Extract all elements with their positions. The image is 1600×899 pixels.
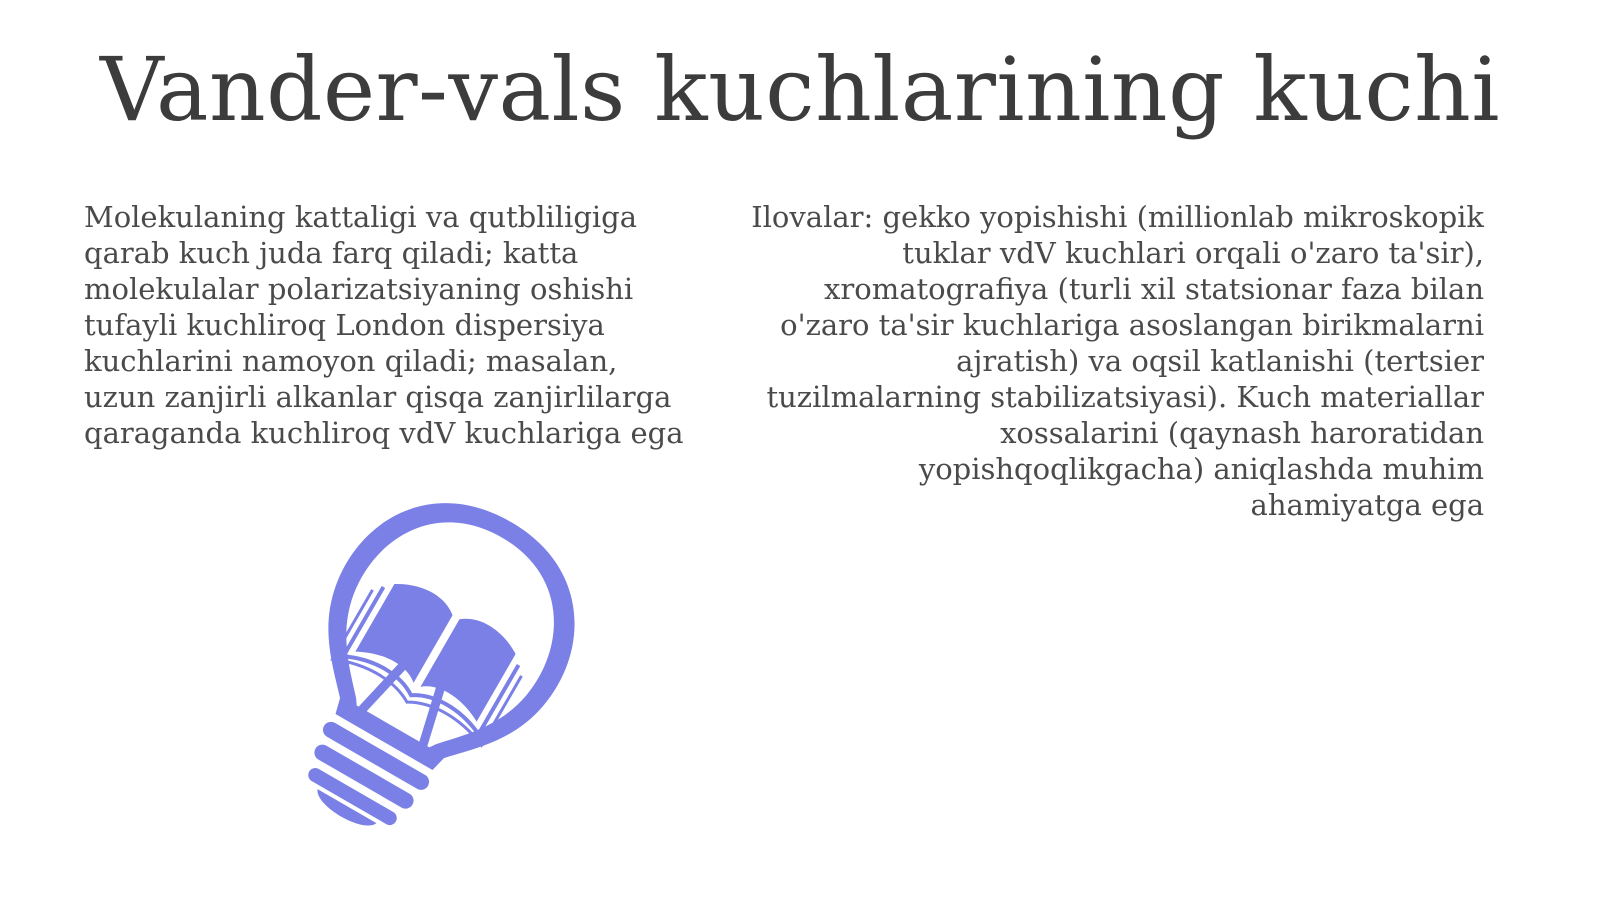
slide-title: Vander-vals kuchlarining kuchi <box>100 38 1500 141</box>
lightbulb-book-icon <box>200 495 620 845</box>
left-text-block: Molekulaning kattaligi va qutbliligiga qarab kuch juda farq qiladi; katta molekulalar polarizatsiyaning oshishi tufayli kuchliroq London dispersiya kuchlarini namoyon qiladi; masalan, uzun zanjirli alkanlar qisqa zanjirlilarga qaraganda kuchliroq vdV kuchlariga ega <box>84 200 684 450</box>
right-text-block: Ilovalar: gekko yopishishi (millionlab mikroskopik tuklar vdV kuchlari orqali o'zaro ta'sir), xromatografiya (turli xil statsionar faza bilan o'zaro ta'sir kuchlariga asoslangan birikmalarni ajratish) va oqsil katlanishi (tertsier tuzilmalarning stabilizatsiyasi). Kuch materiallar xossalarini (qaynash haroratidan yopishqoqlikgacha) aniqlashda muhim ahamiyatga ega <box>751 200 1484 522</box>
